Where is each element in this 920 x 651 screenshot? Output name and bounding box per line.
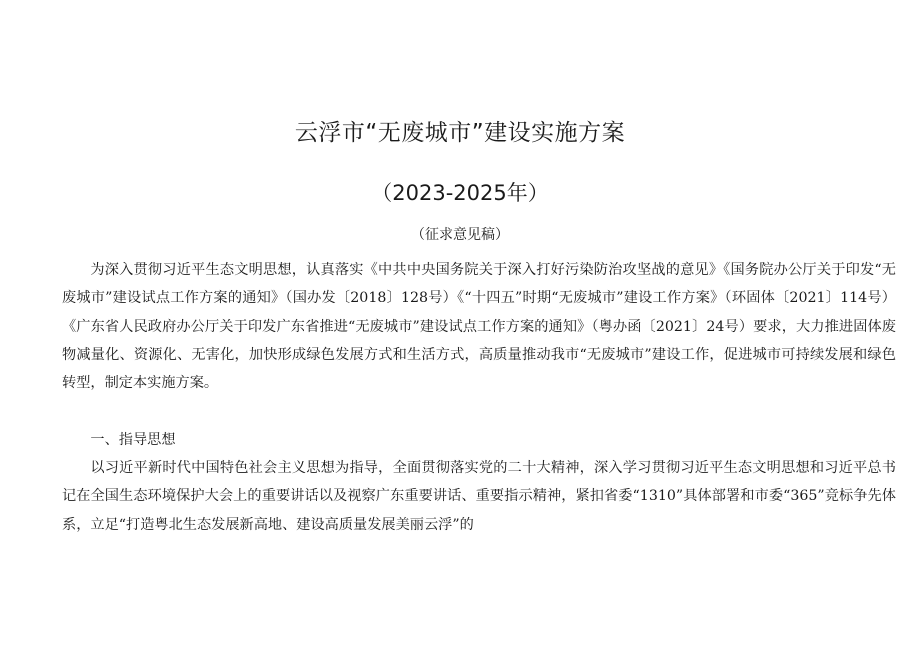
document-subtitle: （2023-2025年）: [371, 181, 549, 205]
draft-note: （征求意见稿）: [411, 227, 509, 243]
section-heading-guiding-ideology: 一、指导思想: [90, 432, 176, 448]
guiding-ideology-paragraph: 以习近平新时代中国特色社会主义思想为指导，全面贯彻落实党的二十大精神，深入学习贯彻习近平生态文明思想和习近平总书记在全国生态环境保护大会上的重要讲话以及视察广东重要讲话、重要指示精神，紧扣省委“1310”具体部署和市委“365”竞标争先体系，立足“打造粤北生态发展新高地、建设高质量发展美丽云浮”的: [62, 460, 896, 533]
document-title: 云浮市“无废城市”建设实施方案: [294, 120, 626, 146]
intro-paragraph: 为深入贯彻习近平生态文明思想，认真落实《中共中央国务院关于深入打好污染防治攻坚战的意见》《国务院办公厅关于印发“无废城市”建设试点工作方案的通知》（国办发〔2018〕128号）《“十四五”时期“无废城市”建设工作方案》（环固体〔2021〕114号）《广东省人民政府办公厅关于印发广东省推进“无废城市”建设试点工作方案的通知》（粤办函〔2021〕24号）要求，大力推进固体废物减量化、资源化、无害化，加快形成绿色发展方式和生活方式，高质量推动我市“无废城市”建设工作，促进城市可持续发展和绿色转型，制定本实施方案。: [62, 262, 896, 392]
